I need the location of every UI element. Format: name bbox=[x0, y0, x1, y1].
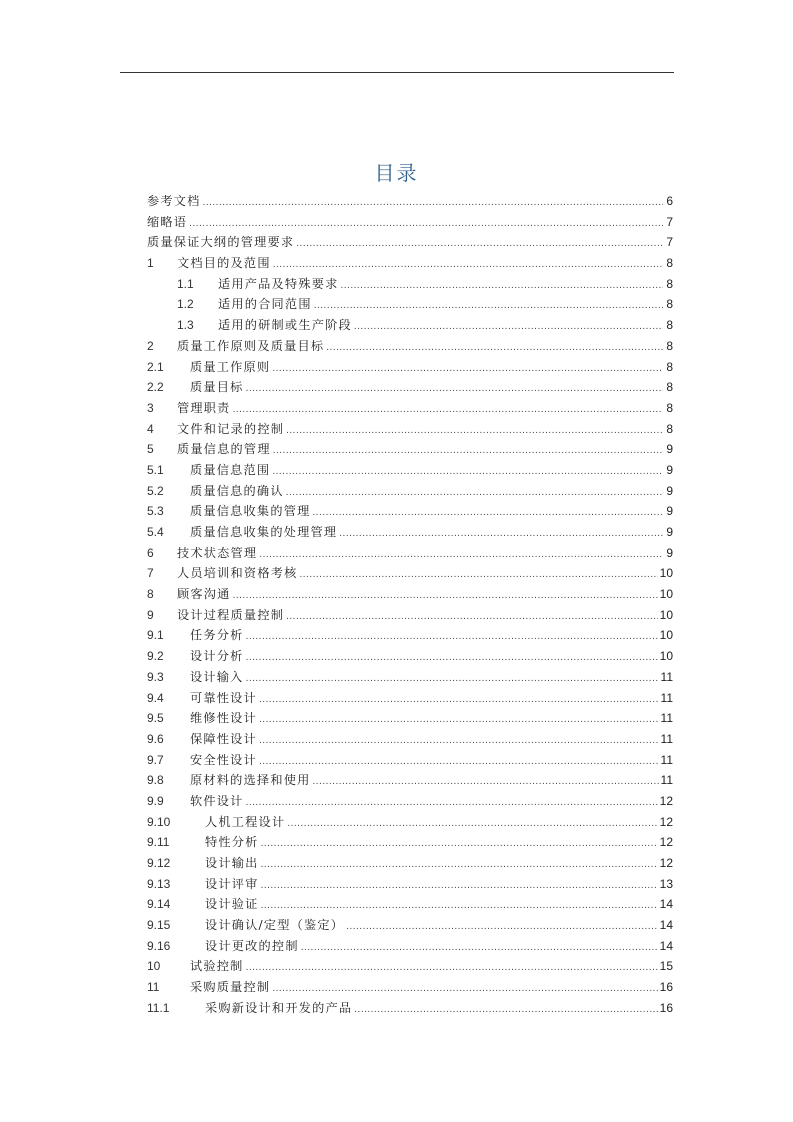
toc-entry-page: 10 bbox=[659, 587, 673, 602]
toc-entry-title: 采购质量控制 bbox=[190, 980, 271, 995]
toc-entry-number: 5.3 bbox=[147, 504, 164, 519]
toc-entry-page: 7 bbox=[666, 235, 673, 250]
toc-entry-page: 16 bbox=[659, 1000, 673, 1015]
toc-entry[interactable] bbox=[147, 419, 673, 440]
toc-entry-number: 5.2 bbox=[147, 483, 164, 498]
toc-entry-number: 11.1 bbox=[147, 1000, 170, 1015]
toc-entry-number: 9.6 bbox=[147, 731, 164, 746]
toc-entry-number: 9 bbox=[147, 607, 154, 622]
toc-entry-title: 参考文档 bbox=[147, 194, 201, 208]
toc-leader-dots bbox=[259, 690, 659, 711]
toc-entry-page: 8 bbox=[666, 359, 673, 374]
toc-entry-title: 适用的合同范围 bbox=[218, 297, 312, 312]
toc-leader-dots bbox=[273, 255, 663, 276]
toc-entry-number: 9.16 bbox=[147, 938, 171, 953]
toc-leader-dots bbox=[326, 338, 663, 359]
toc-entry[interactable] bbox=[147, 874, 673, 895]
toc-entry-title: 质量信息的确认 bbox=[190, 483, 284, 498]
toc-entry[interactable] bbox=[147, 605, 673, 626]
toc-leader-dots bbox=[246, 958, 658, 979]
toc-entry-page: 12 bbox=[659, 856, 673, 870]
toc-entry[interactable] bbox=[147, 543, 673, 564]
toc-entry-page: 8 bbox=[666, 380, 673, 395]
toc-entry-title: 设计分析 bbox=[190, 649, 244, 664]
toc-leader-dots bbox=[286, 421, 663, 442]
toc-entry-page: 11 bbox=[660, 690, 673, 705]
toc-leader-dots bbox=[261, 876, 658, 897]
toc-entry-number: 9.3 bbox=[147, 669, 164, 684]
toc-leader-dots bbox=[354, 317, 663, 338]
toc-entry[interactable] bbox=[147, 398, 673, 419]
toc-leader-dots bbox=[300, 565, 658, 586]
toc-leader-dots bbox=[259, 731, 659, 752]
toc-entry-title: 采购新设计和开发的产品 bbox=[205, 1000, 353, 1015]
toc-entry-title: 顾客沟通 bbox=[177, 587, 231, 602]
toc-entry-title: 文件和记录的控制 bbox=[177, 421, 285, 436]
toc-leader-dots bbox=[313, 503, 664, 524]
toc-entry-page: 8 bbox=[666, 338, 673, 353]
toc-leader-dots bbox=[346, 917, 657, 938]
toc-entry[interactable] bbox=[147, 336, 673, 357]
toc-leader-dots bbox=[314, 296, 663, 317]
toc-entry[interactable] bbox=[147, 563, 673, 584]
toc-entry[interactable] bbox=[147, 915, 673, 936]
toc-leader-dots bbox=[233, 586, 658, 607]
toc-entry-page: 12 bbox=[659, 814, 673, 829]
toc-entry[interactable] bbox=[147, 232, 673, 253]
toc-entry-number: 6 bbox=[147, 545, 154, 560]
toc-entry-page: 14 bbox=[659, 918, 673, 933]
toc-entry-number: 1.1 bbox=[177, 276, 194, 291]
toc-entry-title: 质量保证大纲的管理要求 bbox=[147, 235, 295, 250]
toc-leader-dots bbox=[287, 814, 657, 835]
toc-entry-page: 9 bbox=[666, 545, 673, 560]
toc-entry-title: 质量信息收集的处理管理 bbox=[190, 525, 338, 539]
toc-entry-title: 设计验证 bbox=[205, 897, 259, 912]
toc-entry-page: 14 bbox=[659, 897, 673, 912]
toc-entry-title: 设计输出 bbox=[205, 856, 259, 870]
toc-entry-page: 9 bbox=[666, 525, 673, 539]
toc-entry[interactable] bbox=[147, 439, 673, 460]
toc-entry-page: 16 bbox=[659, 980, 673, 995]
toc-entry[interactable] bbox=[147, 770, 673, 791]
toc-entry-title: 质量信息范围 bbox=[190, 462, 271, 477]
toc-entry-number: 1.3 bbox=[177, 318, 194, 333]
toc-leader-dots bbox=[296, 234, 663, 255]
toc-entry[interactable] bbox=[147, 688, 673, 709]
toc-entry-number: 9.5 bbox=[147, 711, 164, 726]
toc-entry[interactable] bbox=[147, 501, 673, 522]
toc-leader-dots bbox=[246, 669, 659, 690]
toc-entry-title: 质量信息收集的管理 bbox=[190, 504, 311, 519]
toc-entry-title: 设计输入 bbox=[190, 669, 244, 684]
toc-entry[interactable] bbox=[147, 791, 673, 812]
toc-entry-page: 11 bbox=[660, 773, 673, 788]
toc-entry-page: 14 bbox=[659, 938, 673, 953]
toc-entry-title: 设计确认/定型（鉴定） bbox=[205, 918, 345, 933]
toc-entry-page: 11 bbox=[660, 669, 673, 684]
toc-entry-title: 设计更改的控制 bbox=[205, 938, 299, 953]
toc-entry-number: 9.8 bbox=[147, 773, 164, 788]
toc-entry-number: 9.7 bbox=[147, 752, 164, 767]
toc-entry[interactable] bbox=[147, 832, 673, 853]
toc-entry[interactable] bbox=[147, 750, 673, 771]
toc-entry-number: 9.12 bbox=[147, 856, 171, 870]
toc-entry-number: 9.11 bbox=[147, 835, 170, 850]
toc-entry[interactable] bbox=[147, 936, 673, 957]
toc-entry-title: 适用的研制或生产阶段 bbox=[218, 318, 352, 333]
toc-entry-number: 2.1 bbox=[147, 359, 164, 374]
toc-entry[interactable] bbox=[147, 708, 673, 729]
toc-entry[interactable] bbox=[147, 253, 673, 274]
toc-entry-page: 8 bbox=[666, 421, 673, 436]
toc-entry-page: 9 bbox=[666, 462, 673, 477]
toc-entry-number: 7 bbox=[147, 566, 154, 581]
toc-entry-title: 质量目标 bbox=[190, 380, 244, 395]
toc-leader-dots bbox=[189, 214, 663, 235]
toc-entry-title: 管理职责 bbox=[177, 400, 231, 415]
toc-entry-page: 10 bbox=[659, 566, 673, 581]
table-of-contents bbox=[147, 191, 673, 1019]
toc-leader-dots bbox=[339, 524, 663, 545]
toc-entry[interactable] bbox=[147, 522, 673, 543]
toc-entry-title: 人机工程设计 bbox=[205, 814, 286, 829]
toc-entry[interactable] bbox=[147, 977, 673, 998]
toc-entry-page: 11 bbox=[660, 711, 673, 726]
toc-entry-title: 缩略语 bbox=[147, 214, 188, 229]
toc-entry-number: 5 bbox=[147, 442, 154, 457]
toc-leader-dots bbox=[301, 938, 658, 959]
toc-entry[interactable] bbox=[147, 357, 673, 378]
toc-entry[interactable] bbox=[147, 625, 673, 646]
toc-leader-dots bbox=[259, 752, 659, 773]
toc-entry-title: 适用产品及特殊要求 bbox=[218, 276, 339, 291]
toc-entry-number: 2 bbox=[147, 338, 154, 353]
toc-entry[interactable] bbox=[147, 956, 673, 977]
toc-entry[interactable] bbox=[147, 481, 673, 502]
toc-leader-dots bbox=[246, 379, 663, 400]
toc-leader-dots bbox=[203, 193, 663, 214]
toc-entry-page: 8 bbox=[666, 318, 673, 333]
toc-entry-number: 3 bbox=[147, 400, 154, 415]
toc-entry-number: 8 bbox=[147, 587, 154, 602]
toc-leader-dots bbox=[233, 400, 663, 421]
toc-leader-dots bbox=[246, 648, 658, 669]
header-rule bbox=[120, 72, 674, 73]
toc-entry-number: 9.2 bbox=[147, 649, 164, 664]
toc-entry-page: 6 bbox=[666, 194, 673, 208]
toc-entry-page: 12 bbox=[659, 793, 673, 808]
toc-entry-title: 软件设计 bbox=[190, 793, 244, 808]
toc-entry-page: 12 bbox=[659, 835, 673, 850]
toc-entry-page: 13 bbox=[659, 876, 673, 891]
toc-leader-dots bbox=[261, 855, 658, 876]
toc-entry-title: 设计评审 bbox=[205, 876, 259, 891]
toc-entry-title: 质量信息的管理 bbox=[177, 442, 271, 457]
toc-leader-dots bbox=[286, 607, 658, 628]
toc-entry[interactable] bbox=[147, 729, 673, 750]
toc-entry-number: 9.1 bbox=[147, 628, 164, 643]
toc-entry-number: 9.4 bbox=[147, 690, 164, 705]
toc-leader-dots bbox=[272, 359, 663, 380]
toc-entry-page: 7 bbox=[666, 214, 673, 229]
toc-leader-dots bbox=[261, 834, 658, 855]
toc-title: 目录 bbox=[374, 161, 419, 185]
toc-leader-dots bbox=[313, 772, 659, 793]
toc-entry-page: 9 bbox=[666, 442, 673, 457]
toc-entry[interactable] bbox=[147, 667, 673, 688]
toc-leader-dots bbox=[272, 979, 657, 1000]
toc-entry-title: 质量工作原则及质量目标 bbox=[177, 338, 325, 353]
toc-entry-title: 原材料的选择和使用 bbox=[190, 773, 311, 788]
toc-entry[interactable] bbox=[147, 894, 673, 915]
toc-entry[interactable] bbox=[147, 377, 673, 398]
toc-entry-number: 4 bbox=[147, 421, 154, 436]
toc-entry-page: 10 bbox=[659, 649, 673, 664]
toc-entry[interactable] bbox=[147, 584, 673, 605]
toc-entry[interactable] bbox=[147, 212, 673, 233]
toc-entry-page: 8 bbox=[666, 400, 673, 415]
toc-leader-dots bbox=[272, 462, 663, 483]
toc-entry-number: 1 bbox=[147, 256, 154, 271]
toc-entry-number: 11 bbox=[147, 980, 160, 995]
toc-leader-dots bbox=[259, 710, 659, 731]
toc-entry-number: 9.14 bbox=[147, 897, 171, 912]
toc-leader-dots bbox=[259, 545, 663, 566]
toc-entry[interactable] bbox=[147, 646, 673, 667]
toc-entry-number: 9.10 bbox=[147, 814, 171, 829]
toc-entry-number: 1.2 bbox=[177, 297, 194, 312]
toc-entry-title: 维修性设计 bbox=[190, 711, 257, 726]
toc-entry[interactable] bbox=[147, 998, 673, 1019]
toc-entry-number: 9.15 bbox=[147, 918, 171, 933]
toc-entry-title: 设计过程质量控制 bbox=[177, 607, 285, 622]
toc-leader-dots bbox=[341, 276, 664, 297]
toc-entry[interactable] bbox=[147, 460, 673, 481]
toc-leader-dots bbox=[273, 441, 663, 462]
toc-entry-title: 保障性设计 bbox=[190, 731, 257, 746]
toc-entry-page: 10 bbox=[659, 628, 673, 643]
toc-leader-dots bbox=[354, 1000, 657, 1021]
toc-entry-page: 9 bbox=[666, 504, 673, 519]
toc-entry-number: 10 bbox=[147, 959, 161, 974]
toc-entry-title: 质量工作原则 bbox=[190, 359, 271, 374]
toc-entry-number: 5.4 bbox=[147, 525, 164, 539]
toc-leader-dots bbox=[261, 896, 658, 917]
toc-entry-title: 安全性设计 bbox=[190, 752, 257, 767]
toc-entry-page: 9 bbox=[666, 483, 673, 498]
toc-entry-title: 技术状态管理 bbox=[177, 545, 258, 560]
toc-entry-title: 任务分析 bbox=[190, 628, 244, 643]
toc-entry-page: 11 bbox=[660, 752, 673, 767]
toc-entry[interactable] bbox=[147, 315, 673, 336]
toc-entry-number: 2.2 bbox=[147, 380, 164, 395]
toc-entry[interactable] bbox=[147, 294, 673, 315]
toc-entry-page: 10 bbox=[659, 607, 673, 622]
toc-entry[interactable] bbox=[147, 812, 673, 833]
toc-entry-number: 5.1 bbox=[147, 462, 164, 477]
toc-entry[interactable] bbox=[147, 274, 673, 295]
toc-entry[interactable] bbox=[147, 853, 673, 874]
toc-leader-dots bbox=[246, 627, 658, 648]
toc-entry-page: 8 bbox=[666, 297, 673, 312]
toc-entry-page: 11 bbox=[660, 731, 673, 746]
toc-entry-page: 15 bbox=[659, 959, 673, 974]
toc-entry[interactable] bbox=[147, 191, 673, 212]
toc-leader-dots bbox=[286, 483, 663, 504]
toc-entry-title: 文档目的及范围 bbox=[177, 256, 271, 271]
toc-entry-title: 特性分析 bbox=[205, 835, 259, 850]
toc-leader-dots bbox=[246, 793, 658, 814]
toc-entry-title: 人员培训和资格考核 bbox=[177, 566, 298, 581]
toc-entry-title: 可靠性设计 bbox=[190, 690, 257, 705]
toc-entry-title: 试验控制 bbox=[190, 959, 244, 974]
toc-entry-page: 8 bbox=[666, 256, 673, 271]
toc-entry-page: 8 bbox=[666, 276, 673, 291]
toc-entry-number: 9.9 bbox=[147, 793, 164, 808]
toc-entry-number: 9.13 bbox=[147, 876, 171, 891]
